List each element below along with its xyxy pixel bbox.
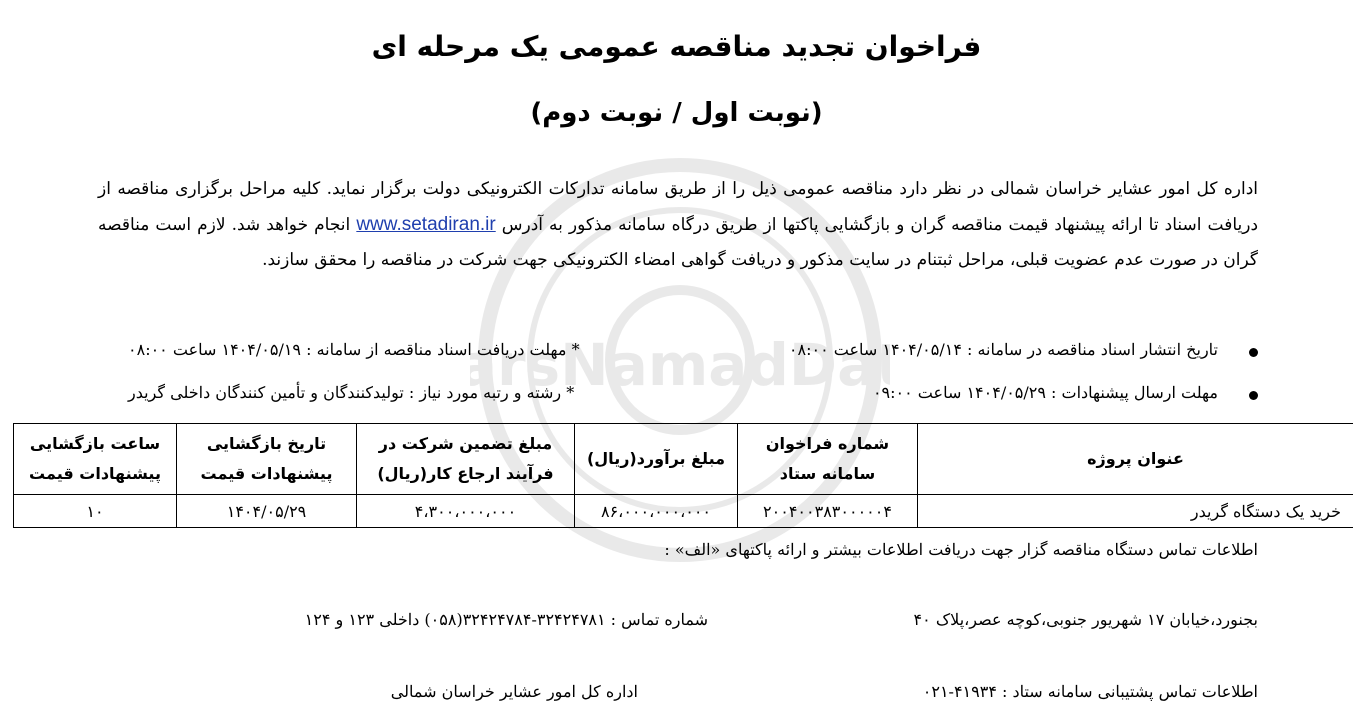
cell-opening-date: ۱۴۰۴/۰۵/۲۹ <box>177 495 357 528</box>
cell-opening-time: ۱۰ <box>14 495 177 528</box>
header-estimate-amount: مبلغ برآورد(ریال) <box>575 424 738 495</box>
phone-text: شماره تماس : ۳۲۴۲۴۷۸۱-۳۲۴۲۴۷۸۴(۰۵۸) داخلی ۱۲۳ و ۱۲۴ <box>304 610 708 629</box>
publish-date-text: تاریخ انتشار اسناد مناقصه در سامانه : ۱۴۰۴/۰۵/۱۴ ساعت ۰۸:۰۰ <box>788 340 1218 359</box>
intro-paragraph <box>98 172 1258 278</box>
required-grade-text: * رشته و رتبه مورد نیاز : تولیدکنندگان و تأمین کنندگان داخلی گریدر <box>128 383 575 402</box>
intro-text-before: اداره کل امور عشایر خراسان شمالی در نظر دارد مناقصه عمومی ذیل را از طریق سامانه تدارکات الکترونیکی دولت برگزار نماید. کلیه مراحل برگزاری مناقصه از دریافت اسناد تا ارائه پیشنهاد قیمت مناقصه گران و بازگشایی پاکتها از طریق درگاه سامانه مذکور به آدرس <box>98 179 1259 235</box>
cell-guarantee-amount: ۴،۳۰۰،۰۰۰،۰۰۰ <box>357 495 575 528</box>
header-opening-time: ساعت بازگشایی پیشنهادات قیمت <box>14 424 177 495</box>
support-contact-text: اطلاعات تماس پشتیبانی سامانه ستاد : ۴۱۹۳۴-۰۲۱ <box>922 682 1258 701</box>
cell-estimate-amount: ۸۶،۰۰۰،۰۰۰،۰۰۰ <box>575 495 738 528</box>
document-deadline-text: * مهلت دریافت اسناد مناقصه از سامانه : ۱۴۰۴/۰۵/۱۹ ساعت ۰۸:۰۰ <box>128 340 580 359</box>
notice-subtitle: (نوبت اول / نوبت دوم) <box>530 98 823 128</box>
intro-text-after: انجام خواهد شد. لازم است مناقصه گران در صورت عدم عضویت قبلی، مراحل ثبتنام در سایت مذکور و دریافت گواهی امضاء الکترونیکی جهت شرکت در مناقصه را محقق سازند. <box>98 215 1258 270</box>
notice-title: فراخوان تجدید مناقصه عمومی یک مرحله ای <box>371 30 982 63</box>
organization-name: اداره کل امور عشایر خراسان شمالی <box>390 682 638 701</box>
header-opening-date: تاریخ بازگشایی پیشنهادات قیمت <box>177 424 357 495</box>
watermark-text: arsNamadDa <box>470 331 877 399</box>
bullet-dot-icon <box>1249 348 1258 357</box>
setadiran-link[interactable]: www.setadiran.ir <box>356 214 496 235</box>
bullet-item <box>128 340 1258 370</box>
address-text: بجنورد،خیابان ۱۷ شهریور جنوبی،کوچه عصر،پلاک ۴۰ <box>913 610 1258 629</box>
header-project-title: عنوان پروژه <box>918 424 1353 495</box>
submission-deadline-text: مهلت ارسال پیشنهادات : ۱۴۰۴/۰۵/۲۹ ساعت ۰۹:۰۰ <box>872 383 1218 402</box>
cell-call-number: ۲۰۰۴۰۰۳۸۳۰۰۰۰۰۴ <box>738 495 918 528</box>
cell-project-title: خرید یک دستگاه گریدر <box>918 495 1353 528</box>
header-guarantee-amount: مبلغ تضمین شرکت در فرآیند ارجاع کار(ریال) <box>357 424 575 495</box>
table-row <box>14 495 1353 528</box>
header-call-number: شماره فراخوان سامانه ستاد <box>738 424 918 495</box>
bullet-dot-icon <box>1249 391 1258 400</box>
table-header-row <box>14 424 1353 495</box>
contact-heading: اطلاعات تماس دستگاه مناقصه گزار جهت دریافت اطلاعات بیشتر و ارائه پاکتهای «الف» : <box>664 540 1258 559</box>
tender-table <box>13 423 1353 528</box>
bullet-item <box>128 383 1258 413</box>
